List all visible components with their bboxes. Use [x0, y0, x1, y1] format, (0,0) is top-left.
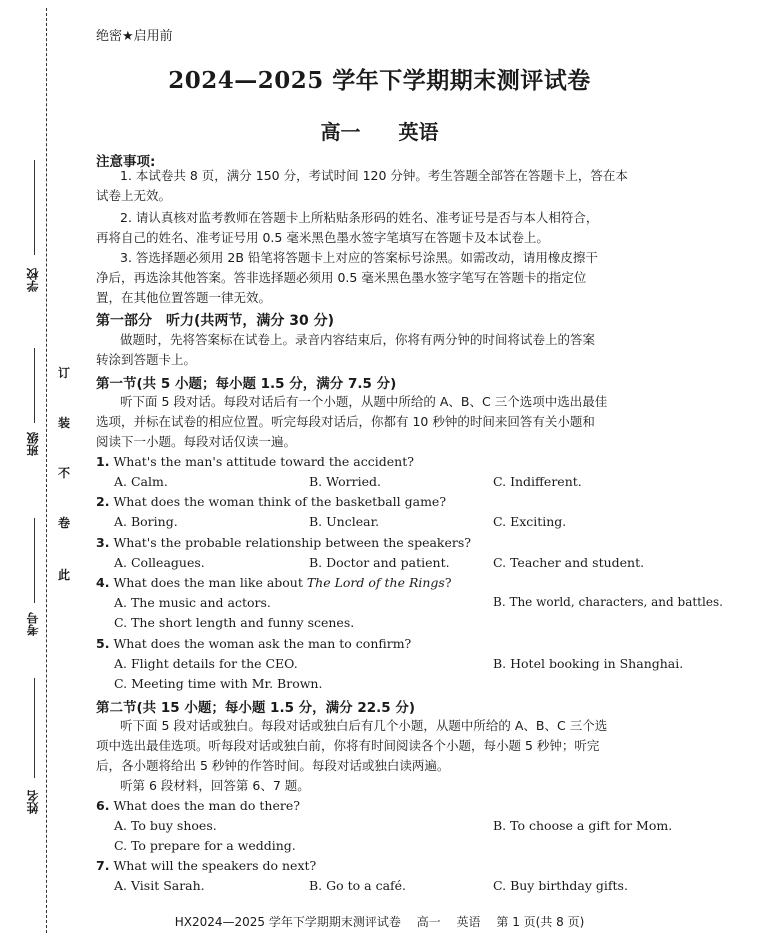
seal-char-1: 订 [58, 366, 71, 380]
question-1 [96, 454, 414, 469]
question-number: 5. [96, 636, 110, 651]
name-label: 姓名 [26, 790, 40, 814]
footer-subject: 英语 [456, 915, 481, 929]
notice-heading: 注意事项: [96, 154, 156, 170]
footer-grade: 高一 [416, 915, 441, 929]
subject-label: 英语 [398, 120, 439, 144]
option-b[interactable]: B. Unclear. [309, 514, 380, 529]
footer-page-number: 第 1 页(共 8 页) [496, 915, 585, 929]
option-b[interactable]: B. To choose a gift for Mom. [493, 818, 673, 833]
grade-label: 高一 [320, 120, 361, 144]
option-a[interactable]: A. Visit Sarah. [114, 878, 205, 893]
exam-no-label: 考号 [26, 612, 40, 636]
option-a[interactable]: A. To buy shoes. [114, 818, 217, 833]
question-number: 6. [96, 798, 110, 813]
section1-intro-line-2: 选项，并标在试卷的相应位置。听完每段对话后，你都有 10 秒钟的时间来回答有关小题和 [96, 414, 595, 429]
class-label: 班级 [26, 432, 40, 456]
book-title: The Lord of the Rings [306, 575, 445, 590]
question-5 [96, 636, 411, 651]
option-c[interactable]: C. The short length and funny scenes. [114, 615, 355, 630]
question-text: What will the speakers do next? [113, 858, 317, 873]
option-a[interactable]: A. Boring. [114, 514, 178, 529]
notice-3-line-3: 置，在其他位置答题一律无效。 [96, 290, 272, 305]
option-a[interactable]: A. Calm. [114, 474, 168, 489]
option-b[interactable]: B. Go to a café. [309, 878, 407, 893]
option-b[interactable]: B. The world, characters, and battles. [493, 595, 723, 609]
option-c[interactable]: C. To prepare for a wedding. [114, 838, 296, 853]
section2-heading: 第二节(共 15 小题；每小题 1.5 分，满分 22.5 分) [96, 700, 416, 716]
question-text: What's the man's attitude toward the accident? [113, 454, 414, 469]
question-number: 3. [96, 535, 110, 550]
footer-exam-code: HX2024—2025 学年下学期期末测评试卷 [174, 915, 401, 929]
school-blank-line [34, 160, 35, 255]
section2-intro-line-1: 听下面 5 段对话或独白。每段对话或独白后有几个小题，从题中所给的 A、B、C 三个选 [120, 718, 608, 733]
binding-dashed-line [46, 8, 47, 933]
option-a[interactable]: A. The music and actors. [114, 595, 271, 610]
option-c[interactable]: C. Teacher and student. [493, 555, 645, 570]
confidential-mark: 绝密★启用前 [96, 29, 173, 44]
class-blank-line [34, 348, 35, 423]
exam-subtitle [0, 116, 759, 145]
question-mark: ? [444, 575, 452, 590]
question-4 [96, 575, 452, 590]
part1-intro-line-1: 做题时，先将答案标在试卷上。录音内容结束后，你将有两分钟的时间将试卷上的答案 [120, 332, 596, 347]
option-c[interactable]: C. Meeting time with Mr. Brown. [114, 676, 323, 691]
exam-no-blank-line [34, 518, 35, 603]
question-7 [96, 858, 316, 873]
question-text: What does the man like about [113, 575, 307, 590]
exam-title: 2024—2025 学年下学期期末测评试卷 [168, 67, 591, 94]
question-6 [96, 798, 300, 813]
seal-char-5: 此 [58, 568, 71, 582]
page-footer [0, 913, 759, 930]
option-b[interactable]: B. Doctor and patient. [309, 555, 450, 570]
option-c[interactable]: C. Exciting. [493, 514, 567, 529]
question-3 [96, 535, 471, 550]
question-number: 4. [96, 575, 110, 590]
notice-1-line-2: 试卷上无效。 [96, 188, 172, 203]
material-instruction: 听第 6 段材料，回答第 6、7 题。 [120, 778, 310, 793]
section1-intro-line-1: 听下面 5 段对话。每段对话后有一个小题，从题中所给的 A、B、C 三个选项中选出最佳 [120, 394, 608, 409]
section1-heading: 第一节(共 5 小题；每小题 1.5 分，满分 7.5 分) [96, 376, 397, 392]
question-text: What does the woman think of the basketball game? [113, 494, 447, 509]
question-text: What does the woman ask the man to confirm? [113, 636, 412, 651]
part1-intro-line-2: 转涂到答题卡上。 [96, 352, 197, 367]
seal-char-2: 装 [58, 416, 71, 430]
notice-2-line-1: 2. 请认真核对监考教师在答题卡上所粘贴条形码的姓名、准考证号是否与本人相符合， [120, 210, 599, 225]
notice-3-line-1: 3. 答选择题必须用 2B 铅笔将答题卡上对应的答案标号涂黑。如需改动，请用橡皮擦干 [120, 250, 598, 265]
section2-intro-line-3: 后，各小题将给出 5 秒钟的作答时间。每段对话或独白读两遍。 [96, 758, 450, 773]
notice-1-line-1: 1. 本试卷共 8 页，满分 150 分，考试时间 120 分钟。考生答题全部答在答题卡上，答在本 [120, 168, 628, 183]
option-c[interactable]: C. Indifferent. [493, 474, 582, 489]
section2-intro-line-2: 项中选出最佳选项。听每段对话或独白前，你将有时间阅读各个小题，每小题 5 秒钟；听完 [96, 738, 600, 753]
option-a[interactable]: A. Colleagues. [114, 555, 205, 570]
seal-char-4: 卷 [58, 516, 71, 530]
section1-intro-line-3: 阅读下一小题。每段对话仅读一遍。 [96, 434, 297, 449]
question-number: 1. [96, 454, 110, 469]
notice-3-line-2: 净后，再选涂其他答案。答非选择题必须用 0.5 毫米黑色墨水签字笔写在答题卡的指定位 [96, 270, 587, 285]
option-a[interactable]: A. Flight details for the CEO. [114, 656, 298, 671]
school-label: 学校 [26, 268, 40, 292]
question-2 [96, 494, 446, 509]
question-text: What's the probable relationship between the speakers? [113, 535, 471, 550]
option-b[interactable]: B. Hotel booking in Shanghai. [493, 656, 684, 671]
option-b[interactable]: B. Worried. [309, 474, 381, 489]
question-number: 2. [96, 494, 110, 509]
question-text: What does the man do there? [113, 798, 300, 813]
question-number: 7. [96, 858, 110, 873]
seal-char-3: 不 [58, 466, 71, 480]
name-blank-line [34, 678, 35, 778]
notice-2-line-2: 再将自己的姓名、准考证号用 0.5 毫米黑色墨水签字笔填写在答题卡及本试卷上。 [96, 230, 549, 245]
option-c[interactable]: C. Buy birthday gifts. [493, 878, 628, 893]
part1-heading: 第一部分 听力(共两节，满分 30 分) [96, 313, 335, 329]
